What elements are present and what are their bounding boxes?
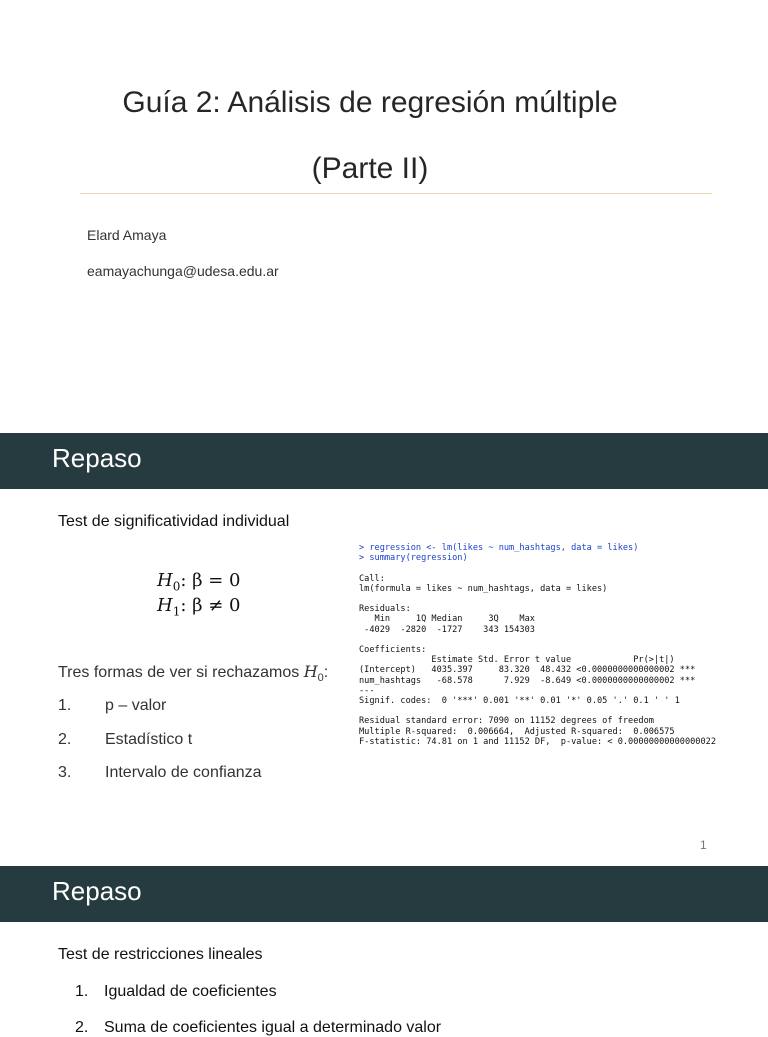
document-title-line2: (Parte II) <box>311 152 429 185</box>
author-email: eamayachunga@udesa.edu.ar <box>87 263 279 279</box>
slide2-header <box>0 433 768 489</box>
hypothesis-alternative: $H_1$: β ≠ 0 <box>157 595 241 619</box>
rejection-methods-intro: Tres formas de ver si rechazamos $H_0$: <box>58 662 329 685</box>
r-command: > regression <- lm(likes ~ num_hashtags, data = likes) <box>359 543 639 553</box>
document-title-line1: Guía 2: Análisis de regresión múltiple <box>122 86 618 119</box>
slide3-subtitle: Test de restricciones lineales <box>58 946 263 963</box>
title-divider <box>80 193 712 194</box>
slide3-header-title: Repaso <box>52 876 142 906</box>
author-name: Elard Amaya <box>87 227 167 243</box>
slide3-header <box>0 866 768 922</box>
r-regression-output: > regression <- lm(likes ~ num_hashtags, data = likes) > summary(regression) Call: lm(formula = likes ~ num_hashtags, data = likes) Residuals: Min 1Q Median 3Q Max -4029 -2820 -1727 343 154303 Coefficients: Estimate Std. Error t value Pr(>|t|) (Intercept) 4035.397 83.320 48.432 <0.0000000000000002 *** num_hashtags -68.578 7.929 -8.649 <0.0000000000000002 *** --- Signif. codes: 0 '***' 0.001 '**' 0.01 '*' 0.05 '.' 0.1 ' ' 1 Residual standard error: 7090 on 11152 degrees of freedom Multiple R-squared: 0.006664, Adjusted R-squared: 0.006575 F-statistic: 74.81 on 1 and 11152 DF, p-value: < 0.00000000000000022 <box>359 543 716 747</box>
hypothesis-null: $H_0$: β = 0 <box>157 570 241 594</box>
r-command: > summary(regression) <box>359 553 468 564</box>
slide2-subtitle: Test de significatividad individual <box>58 513 290 530</box>
slide2-header-title: Repaso <box>52 443 142 473</box>
page-number: 1 <box>700 838 707 852</box>
